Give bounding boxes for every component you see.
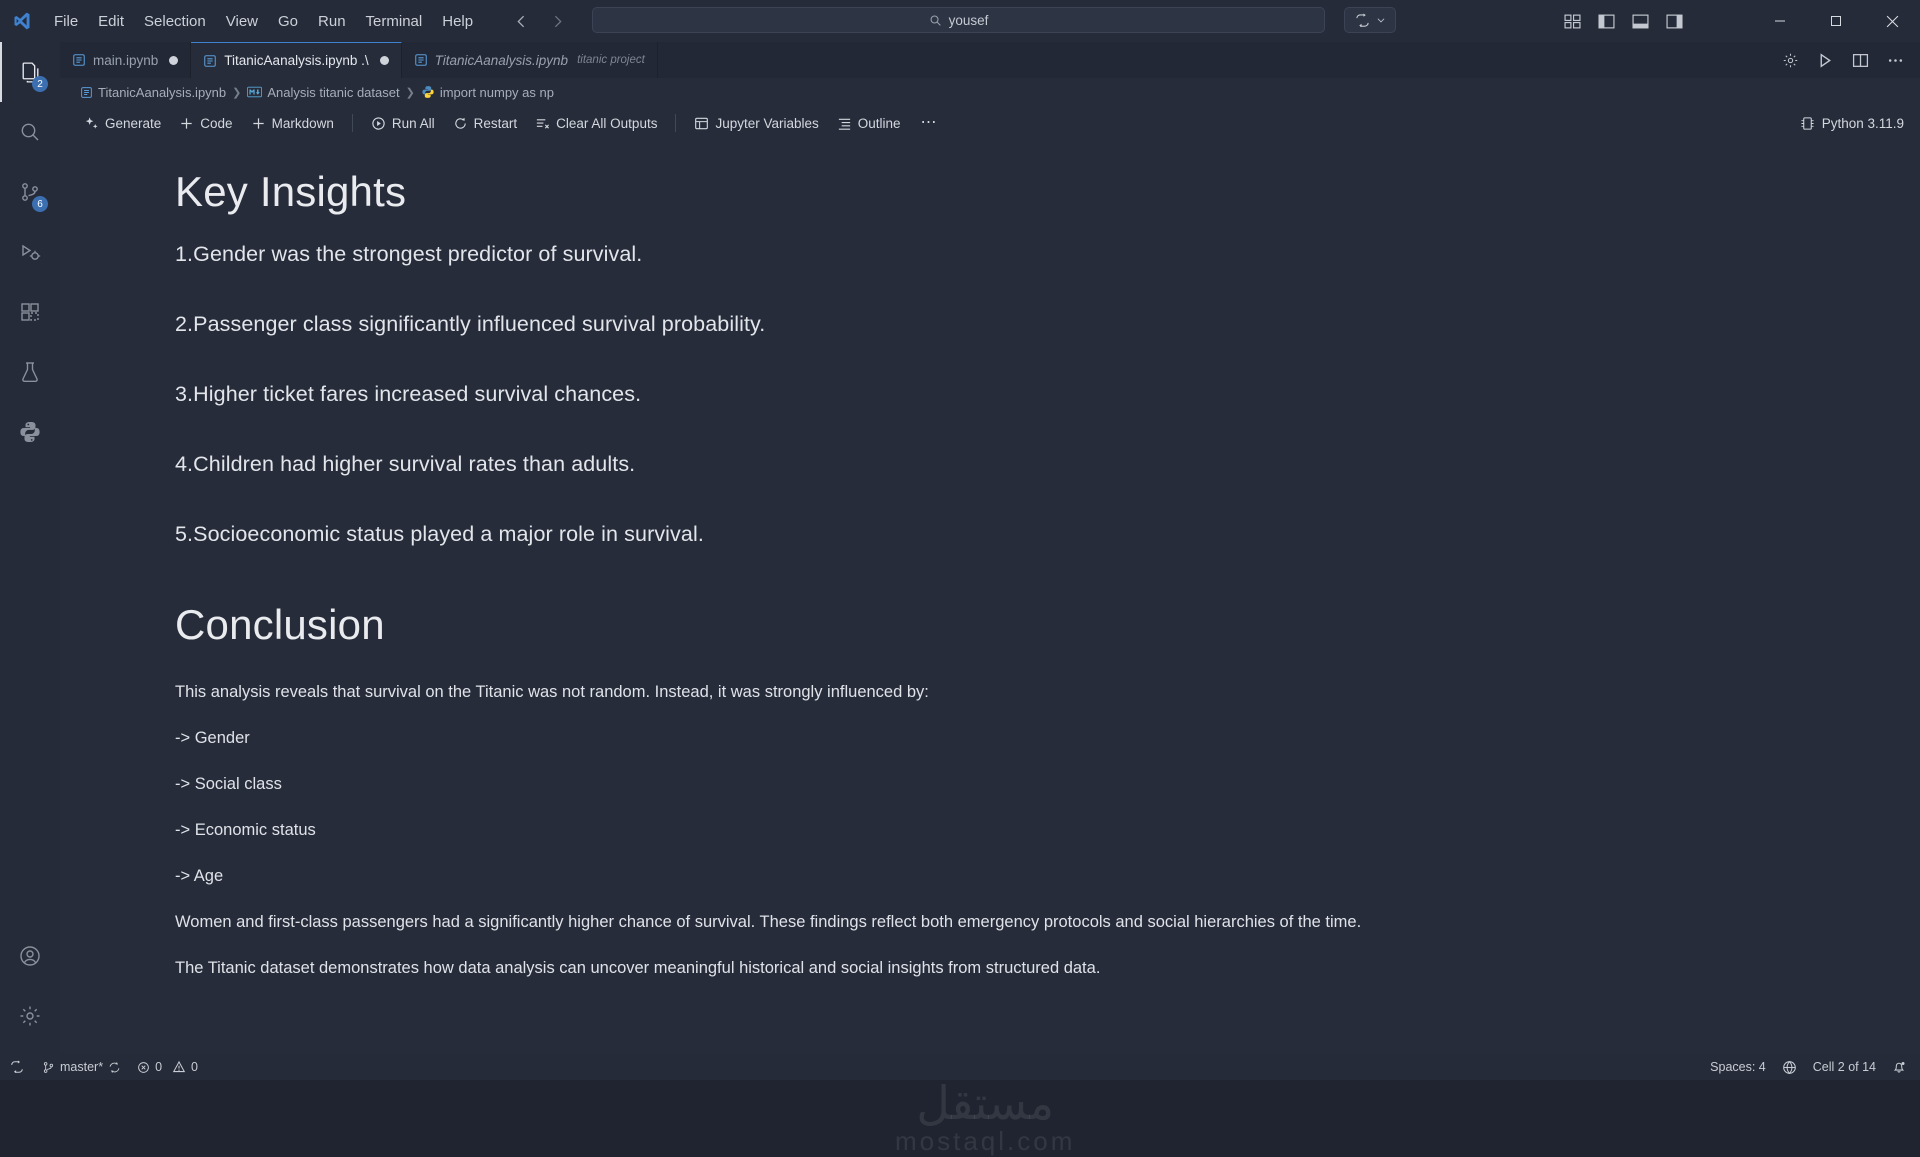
beaker-icon [18, 360, 42, 384]
toggle-primary-sidebar-icon[interactable] [1596, 11, 1616, 31]
outline-label: Outline [857, 115, 901, 131]
customize-layout-icon[interactable] [1562, 11, 1582, 31]
vscode-logo-icon [0, 0, 44, 42]
menu-run[interactable]: Run [318, 12, 346, 30]
run-all-label: Run All [391, 115, 435, 131]
run-all-icon [371, 116, 386, 131]
kernel-icon [1800, 116, 1815, 131]
conclusion-point-3: -> Economic status [175, 821, 316, 839]
variables-icon [694, 116, 709, 131]
toggle-panel-icon[interactable] [1630, 11, 1650, 31]
layout-controls [1562, 0, 1684, 42]
menu-edit[interactable]: Edit [98, 12, 125, 30]
language-mode-button[interactable] [1774, 1054, 1805, 1080]
chevron-right-icon: ❯ [232, 86, 242, 99]
outline-icon [837, 116, 852, 131]
remote-window-icon [1355, 13, 1370, 28]
tab-main-ipynb[interactable] [60, 42, 191, 78]
toolbar-divider [675, 114, 676, 132]
remote-indicator[interactable] [1344, 7, 1396, 33]
run-all-button[interactable] [363, 113, 443, 134]
add-markdown-cell-button[interactable] [243, 113, 342, 134]
watermark-arabic: مستقل [916, 1077, 1055, 1129]
source-control-badge: 6 [32, 196, 48, 212]
tab-label: TitanicAanalysis.ipynb .\ [224, 53, 369, 68]
tab-titanic-analysis-project[interactable] [402, 42, 658, 78]
search-value: yousef [948, 12, 989, 28]
activity-bar [0, 42, 60, 1054]
notifications-button[interactable] [1884, 1054, 1920, 1080]
maximize-icon[interactable] [1808, 0, 1864, 42]
menu-terminal[interactable]: Terminal [365, 12, 423, 30]
breadcrumb-item-file[interactable] [80, 85, 226, 100]
restart-icon [453, 116, 468, 131]
chevron-right-icon: ❯ [405, 86, 415, 99]
watermark-domain: mostaql.com [895, 1126, 1076, 1156]
indentation-button[interactable] [1702, 1054, 1774, 1080]
python-cell-icon [421, 85, 435, 99]
manage-settings-button[interactable] [0, 986, 60, 1046]
breadcrumb-label: Analysis titanic dataset [267, 84, 400, 100]
menu-file[interactable]: File [54, 12, 79, 30]
bell-dot-icon [1892, 1060, 1906, 1074]
insight-2: 2.Passenger class significantly influenced survival probability. [175, 312, 766, 336]
run-debug-icon [18, 240, 42, 264]
more-actions-icon: ⋯ [920, 114, 937, 131]
generate-label: Generate [105, 115, 162, 131]
extensions-icon [18, 300, 42, 324]
remote-icon [10, 1060, 24, 1074]
restart-button[interactable] [445, 113, 526, 134]
window-controls [1752, 0, 1920, 42]
jupyter-variables-label: Jupyter Variables [715, 115, 819, 131]
chevron-down-icon [1376, 15, 1386, 25]
warning-icon [172, 1060, 186, 1074]
gear-icon [18, 1004, 42, 1028]
sidebar-item-extensions[interactable] [0, 282, 60, 342]
conclusion-intro: This analysis reveals that survival on the Titanic was not random. Instead, it was strongly influenced by: [175, 683, 929, 701]
clear-outputs-icon [535, 116, 550, 131]
menu-selection[interactable]: Selection [144, 12, 206, 30]
cell-position-label: Cell 2 of 14 [1812, 1060, 1876, 1074]
more-actions-icon[interactable] [1887, 52, 1904, 69]
source-control-icon [42, 1061, 55, 1074]
insight-5: 5.Socioeconomic status played a major role in survival. [175, 522, 704, 546]
navigation-arrows [507, 8, 571, 34]
sidebar-item-python[interactable] [0, 402, 60, 462]
git-branch-label: master* [60, 1060, 104, 1074]
sidebar-item-search[interactable] [0, 102, 60, 162]
conclusion-paragraph-2: The Titanic dataset demonstrates how data analysis can uncover meaningful historical and social insights from structured data. [175, 959, 1101, 977]
sync-icon [108, 1061, 121, 1074]
search-icon [18, 120, 42, 144]
status-bar-right [1702, 1054, 1920, 1080]
insight-1: 1.Gender was the strongest predictor of survival. [175, 242, 643, 266]
error-count: 0 [155, 1060, 163, 1074]
split-editor-icon[interactable] [1852, 52, 1869, 69]
clear-all-outputs-label: Clear All Outputs [556, 115, 658, 131]
plus-icon [179, 116, 194, 131]
tab-dirty-indicator [380, 56, 389, 65]
cell-position-button[interactable] [1805, 1054, 1884, 1080]
plus-icon [251, 116, 266, 131]
arrow-left-icon[interactable] [507, 8, 535, 34]
add-code-cell-button[interactable] [171, 113, 240, 134]
conclusion-point-4: -> Age [175, 867, 224, 885]
restart-label: Restart [473, 115, 518, 131]
toolbar-divider [352, 114, 353, 132]
problems-button[interactable] [129, 1054, 206, 1080]
tab-dirty-indicator [169, 56, 178, 65]
insight-4: 4.Children had higher survival rates than adults. [175, 452, 636, 476]
git-branch-button[interactable] [34, 1054, 129, 1080]
title-bar [0, 0, 1920, 42]
run-icon[interactable] [1817, 52, 1834, 69]
warning-count: 0 [191, 1060, 198, 1074]
conclusion-paragraph-1: Women and first-class passengers had a significantly higher chance of survival. These findings reflect both emergency protocols and social hierarchies of the time. [175, 913, 1362, 931]
heading-key-insights: Key Insights [175, 168, 407, 215]
kernel-selector[interactable] [1800, 116, 1904, 131]
kernel-label: Python 3.11.9 [1821, 115, 1904, 131]
menu-view[interactable]: View [225, 12, 258, 30]
menu-help[interactable]: Help [442, 12, 474, 30]
gear-icon[interactable] [1782, 52, 1799, 69]
menu-go[interactable]: Go [278, 12, 299, 30]
generate-button[interactable] [76, 113, 169, 134]
tab-titanic-analysis-active[interactable] [191, 42, 401, 78]
accounts-button[interactable] [0, 926, 60, 986]
conclusion-point-2: -> Social class [175, 775, 282, 793]
spaces-label: Spaces: 4 [1710, 1060, 1766, 1074]
breadcrumb-label: TitanicAanalysis.ipynb [98, 84, 227, 100]
search-icon [929, 14, 942, 27]
clear-all-outputs-button[interactable] [527, 113, 665, 134]
editor-tabs [60, 42, 1920, 78]
conclusion-point-1: -> Gender [175, 729, 250, 747]
command-center-search[interactable] [592, 7, 1325, 33]
code-label: Code [200, 115, 233, 131]
sidebar-item-explorer[interactable] [0, 42, 60, 102]
python-icon [18, 420, 42, 444]
breadcrumb-label: import numpy as np [439, 84, 554, 100]
notebook-icon [203, 54, 217, 68]
tab-label: TitanicAanalysis.ipynb [434, 52, 569, 68]
minimize-icon[interactable] [1752, 0, 1808, 42]
watermark [895, 1077, 1076, 1157]
close-icon[interactable] [1864, 0, 1920, 42]
more-actions-button[interactable] [911, 114, 947, 132]
notebook-icon [72, 53, 86, 67]
breadcrumb-item-markdown-cell[interactable] [247, 85, 399, 100]
heading-conclusion: Conclusion [175, 601, 385, 648]
sparkle-icon [84, 116, 99, 131]
jupyter-variables-button[interactable] [686, 113, 826, 134]
remote-host-button[interactable] [0, 1054, 34, 1080]
sidebar-item-source-control[interactable] [0, 162, 60, 222]
insight-3: 3.Higher ticket fares increased survival chances. [175, 382, 642, 406]
arrow-right-icon[interactable] [543, 8, 571, 34]
sidebar-item-run-and-debug[interactable] [0, 222, 60, 282]
tab-description: titanic project [577, 54, 645, 66]
markdown-label: Markdown [271, 115, 334, 131]
explorer-badge: 2 [32, 76, 48, 92]
notebook-icon [80, 86, 93, 99]
sidebar-item-testing[interactable] [0, 342, 60, 402]
notebook-cells [60, 168, 1920, 978]
language-icon [1782, 1060, 1797, 1075]
notebook-icon [414, 53, 428, 67]
outline-button[interactable] [829, 113, 909, 134]
breadcrumb [60, 78, 1920, 106]
status-bar [0, 1054, 1920, 1080]
tab-label: main.ipynb [93, 52, 159, 68]
breadcrumb-item-code-cell[interactable] [421, 85, 554, 100]
toggle-secondary-sidebar-icon[interactable] [1664, 11, 1684, 31]
menu-bar [44, 0, 483, 42]
markdown-icon [247, 86, 262, 98]
error-icon [137, 1061, 150, 1074]
editor-actions [1766, 42, 1920, 78]
account-icon [18, 944, 42, 968]
notebook-toolbar [60, 106, 1920, 140]
